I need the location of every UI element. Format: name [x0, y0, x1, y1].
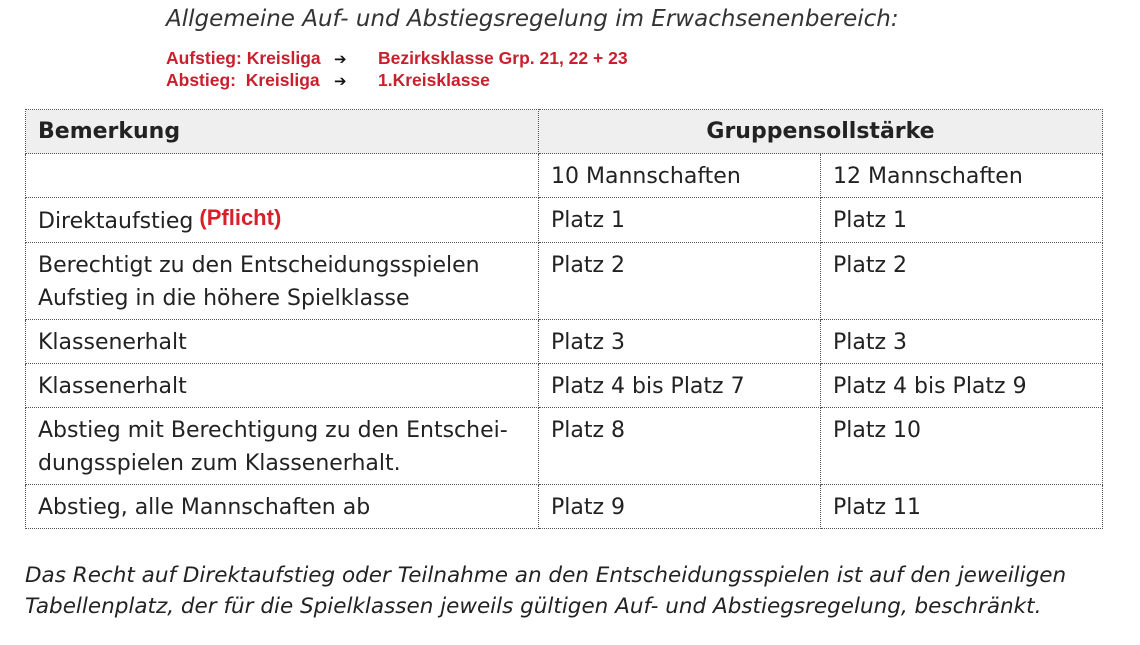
table-cell-remark: Klassenerhalt: [26, 364, 539, 408]
table-cell-12-teams: Platz 4 bis Platz 9: [821, 364, 1103, 408]
table-cell-remark: Klassenerhalt: [26, 320, 539, 364]
table-cell-remark: [26, 198, 539, 243]
promotion-rule-label: Aufstieg: Kreisliga: [166, 48, 321, 68]
table-cell-empty: [26, 154, 539, 198]
mandatory-tag: (Pflicht): [199, 205, 282, 230]
column-header-group-size: Gruppensollstärke: [539, 110, 1103, 154]
subheader-10-teams: 10 Mannschaften: [539, 154, 821, 198]
promotion-relegation-table: [25, 109, 1103, 529]
table-cell-10-teams: Platz 9: [539, 485, 821, 529]
table-row: [26, 320, 1103, 364]
table-cell-10-teams: Platz 3: [539, 320, 821, 364]
table-header-row: [26, 110, 1103, 154]
promotion-rule: [166, 48, 628, 69]
column-header-remark: Bemerkung: [26, 110, 539, 154]
remark-text: Direktaufstieg: [38, 209, 194, 234]
table-cell-remark: Abstieg, alle Mannschaften ab: [26, 485, 539, 529]
table-cell-10-teams: Platz 2: [539, 243, 821, 320]
table-cell-10-teams: Platz 1: [539, 198, 821, 243]
table-row: [26, 408, 1103, 485]
subheader-12-teams: 12 Mannschaften: [821, 154, 1103, 198]
relegation-rule-label: Abstieg: Kreisliga: [166, 70, 320, 90]
document-heading: Allgemeine Auf- und Abstiegsregelung im Erwachsenenbereich:: [166, 6, 899, 32]
promotion-rule-target: Bezirksklasse Grp. 21, 22 + 23: [378, 48, 628, 68]
table-cell-12-teams: Platz 2: [821, 243, 1103, 320]
relegation-rule-target: 1.Kreisklasse: [378, 70, 490, 90]
table-cell-12-teams: Platz 10: [821, 408, 1103, 485]
table-cell-12-teams: Platz 11: [821, 485, 1103, 529]
table-cell-12-teams: Platz 3: [821, 320, 1103, 364]
table-row: [26, 198, 1103, 243]
arrow-right-icon: ➔: [334, 72, 347, 90]
table-cell-10-teams: Platz 4 bis Platz 7: [539, 364, 821, 408]
arrow-right-icon: ➔: [334, 50, 347, 68]
table-cell-12-teams: Platz 1: [821, 198, 1103, 243]
table-row: [26, 243, 1103, 320]
table-subheader-row: [26, 154, 1103, 198]
table-row: [26, 485, 1103, 529]
table-cell-remark: Berechtigt zu den Entscheidungsspielen Aufstieg in die höhere Spielklasse: [26, 243, 539, 320]
table-cell-remark: Abstieg mit Berechtigung zu den Entschei-dungsspielen zum Klassenerhalt.: [26, 408, 539, 485]
relegation-rule: [166, 70, 490, 91]
table-cell-10-teams: Platz 8: [539, 408, 821, 485]
footnote: Das Recht auf Direktaufstieg oder Teilnahme an den Entscheidungsspielen ist auf den jeweiligen Tabellenplatz, der für die Spielklassen jeweils gültigen Auf- und Abstiegsregelung, beschränkt.: [25, 563, 1067, 619]
table-row: [26, 364, 1103, 408]
